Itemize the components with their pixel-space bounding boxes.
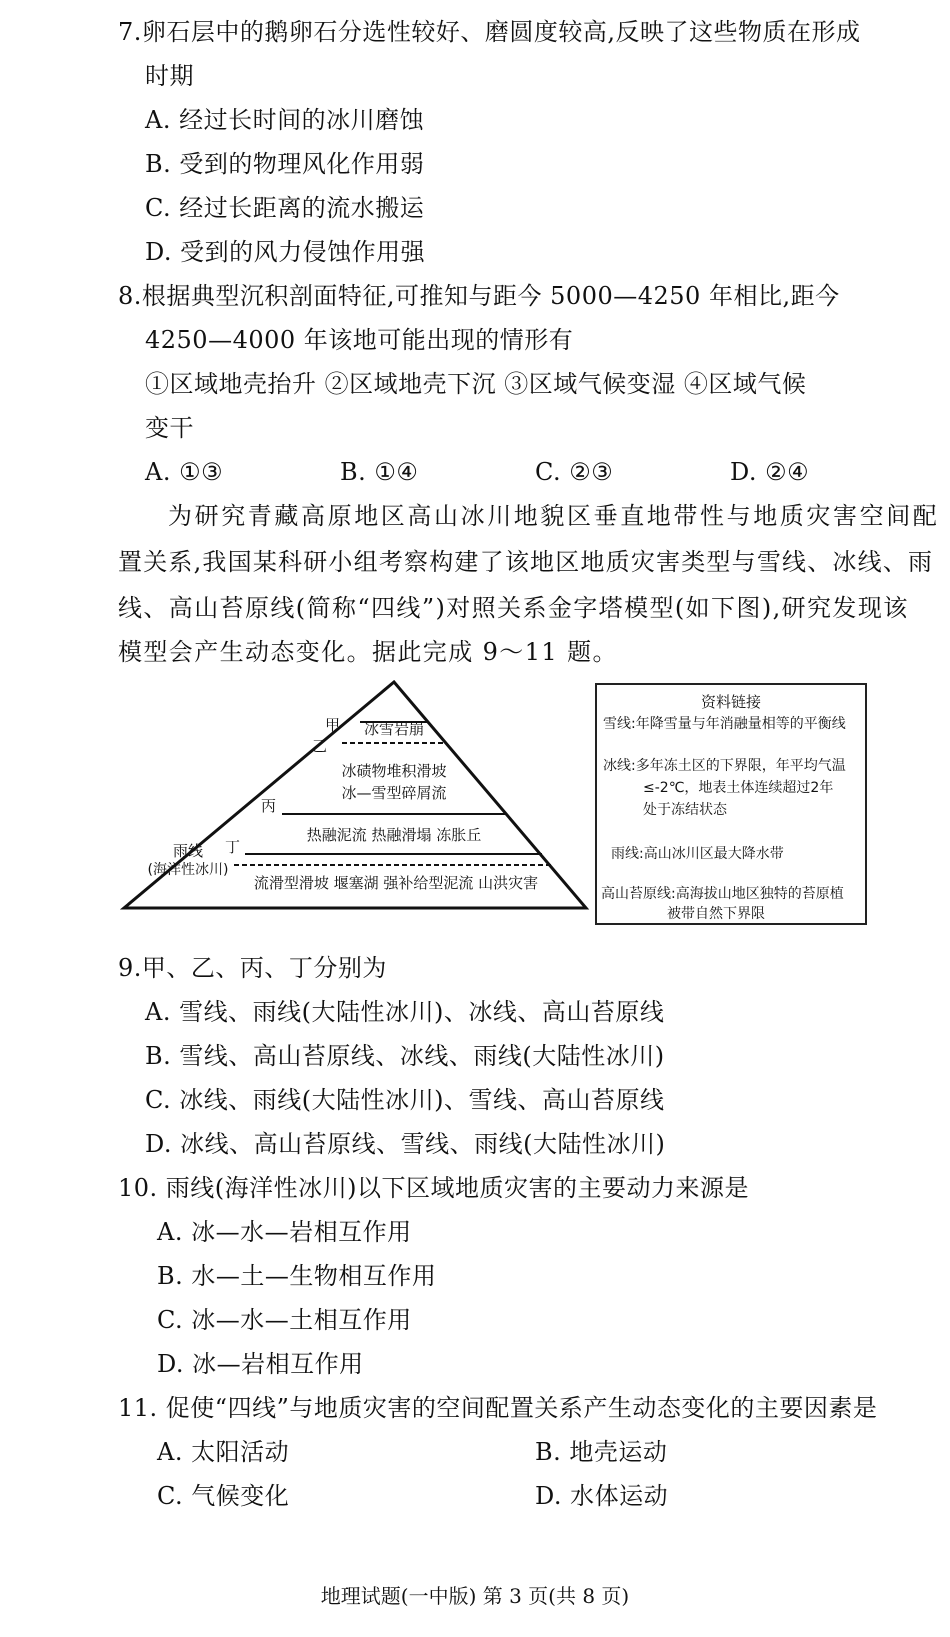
q11-option-b: B. 地壳运动 [535, 1438, 668, 1466]
q8-option-c: C. ②③ [535, 458, 614, 486]
label-yi: 乙 [312, 737, 328, 755]
tier4-label: 流滑型滑坡 堰塞湖 强补给型泥流 山洪灾害 [253, 874, 539, 892]
q11-option-c: C. 气候变化 [157, 1482, 290, 1510]
q9-option-d: D. 冰线、高山苔原线、雪线、雨线(大陆性冰川) [145, 1130, 666, 1158]
q9-option-a: A. 雪线、雨线(大陆性冰川)、冰线、高山苔原线 [145, 998, 665, 1026]
notes-tundra-line1: 高山苔原线:高海拔山地区独特的苔原植 [601, 886, 844, 902]
q8-option-d: D. ②④ [730, 458, 810, 486]
q11-option-d: D. 水体运动 [535, 1482, 669, 1510]
notes-tundra-line2: 被带自然下界限 [667, 906, 765, 922]
tier1-label: 冰雪岩崩 [363, 720, 425, 738]
q8-statements-line1: ①区域地壳抬升 ②区域地壳下沉 ③区域气候变湿 ④区域气候 [145, 370, 807, 398]
label-ding: 丁 [225, 838, 241, 856]
passage-line2: 置关系,我国某科研小组考察构建了该地区地质灾害类型与雪线、冰线、雨 [118, 548, 934, 576]
q8-option-b: B. ①④ [340, 458, 419, 486]
q7-option-c: C. 经过长距离的流水搬运 [145, 194, 425, 222]
passage-line1: 为研究青藏高原地区高山冰川地貌区垂直地带性与地质灾害空间配 [168, 502, 940, 530]
q10-stem: 10. 雨线(海洋性冰川)以下区域地质灾害的主要动力来源是 [118, 1174, 750, 1202]
reference-notes-box [595, 683, 867, 925]
q9-option-b: B. 雪线、高山苔原线、冰线、雨线(大陆性冰川) [145, 1042, 665, 1070]
notes-ice-line2: ≤-2℃，地表土体连续超过2年 [643, 780, 834, 796]
tier2-label-line2: 冰—雪型碎屑流 [341, 784, 447, 802]
notes-title: 资料链接 [700, 693, 761, 711]
label-jia: 甲 [325, 716, 341, 734]
rain-line-label: 雨线 [172, 842, 204, 860]
q8-stem-line1: 8.根据典型沉积剖面特征,可推知与距今 5000—4250 年相比,距今 [118, 282, 840, 310]
q7-stem-line1: 7.卵石层中的鹅卵石分选性较好、磨圆度较高,反映了这些物质在形成 [118, 18, 861, 46]
q9-stem: 9.甲、乙、丙、丁分别为 [118, 954, 387, 982]
passage-line3: 线、高山苔原线(简称“四线”)对照关系金字塔模型(如下图),研究发现该 [118, 594, 909, 622]
q11-stem: 11. 促使“四线”与地质灾害的空间配置关系产生动态变化的主要因素是 [118, 1394, 878, 1422]
q8-option-a: A. ①③ [145, 458, 224, 486]
notes-ice-line3: 处于冻结状态 [643, 802, 727, 818]
page-footer: 地理试题(一中版) 第 3 页(共 8 页) [320, 1584, 630, 1608]
q10-option-c: C. 冰—水—土相互作用 [157, 1306, 412, 1334]
tier2-label-line1: 冰碛物堆积滑坡 [341, 762, 447, 780]
notes-rain-line: 雨线:高山冰川区最大降水带 [611, 846, 784, 862]
passage-line4: 模型会产生动态变化。据此完成 9～11 题。 [118, 638, 618, 666]
q10-option-b: B. 水—土—生物相互作用 [157, 1262, 437, 1290]
q7-option-a: A. 经过长时间的冰川磨蚀 [145, 106, 425, 134]
q7-option-b: B. 受到的物理风化作用弱 [145, 150, 425, 178]
q10-option-d: D. 冰—岩相互作用 [157, 1350, 364, 1378]
rain-line-sub-label: (海洋性冰川) [147, 862, 229, 878]
tier3-label: 热融泥流 热融滑塌 冻胀丘 [306, 826, 482, 844]
notes-ice-line1: 冰线:多年冻土区的下界限，年平均气温 [603, 758, 846, 774]
q7-option-d: D. 受到的风力侵蚀作用强 [145, 238, 426, 266]
q9-option-c: C. 冰线、雨线(大陆性冰川)、雪线、高山苔原线 [145, 1086, 665, 1114]
label-bing: 丙 [261, 797, 277, 815]
notes-snow-line: 雪线:年降雪量与年消融量相等的平衡线 [603, 716, 846, 732]
q10-option-a: A. 冰—水—岩相互作用 [157, 1218, 412, 1246]
q8-statements-line2: 变干 [145, 414, 194, 442]
q8-stem-line2: 4250—4000 年该地可能出现的情形有 [145, 326, 574, 354]
q7-stem-line2: 时期 [145, 62, 194, 90]
q11-option-a: A. 太阳活动 [157, 1438, 290, 1466]
